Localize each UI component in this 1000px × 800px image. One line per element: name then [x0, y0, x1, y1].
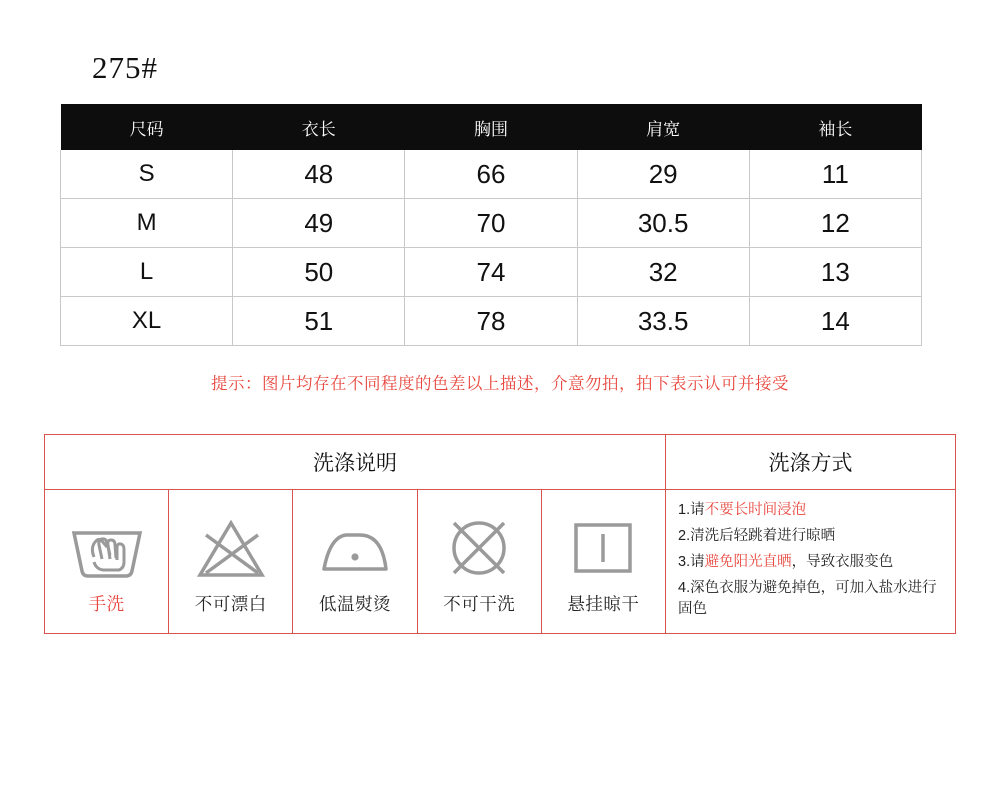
cell-size: M [61, 199, 233, 248]
cell-sleeve: 11 [749, 150, 921, 199]
cell-bust: 66 [405, 150, 577, 199]
size-table-header-row [61, 104, 922, 150]
wash-instructions-title: 洗涤说明 [45, 435, 666, 489]
column-header-sleeve: 袖长 [749, 104, 921, 150]
table-row [61, 199, 922, 248]
instruction-prefix: 3.请 [678, 554, 705, 571]
hand-wash-icon [68, 511, 146, 585]
wash-method-title: 洗涤方式 [768, 452, 853, 475]
cell-bust: 70 [405, 199, 577, 248]
table-row [61, 297, 922, 346]
wash-icon-cell-low-iron [293, 490, 417, 633]
instruction-line-1 [678, 500, 947, 521]
style-code: 275# [92, 50, 158, 85]
column-header-shoulder: 肩宽 [577, 104, 749, 150]
wash-icon-cell-hand-wash [45, 490, 169, 633]
table-row [61, 150, 922, 199]
wash-care-body [45, 490, 955, 633]
wash-icon-label: 不可漂白 [194, 594, 267, 614]
wash-care-panel [44, 434, 956, 634]
wash-icon-label: 不可干洗 [443, 594, 516, 614]
cell-length: 50 [233, 248, 405, 297]
wash-method-instructions [666, 490, 955, 633]
cell-sleeve: 12 [749, 199, 921, 248]
no-dry-clean-icon [440, 511, 518, 585]
table-row [61, 248, 922, 297]
cell-shoulder: 30.5 [577, 199, 749, 248]
cell-size: L [61, 248, 233, 297]
cell-shoulder: 32 [577, 248, 749, 297]
instruction-suffix: ，导致衣服变色 [791, 554, 894, 571]
column-header-length: 衣长 [233, 104, 405, 150]
size-table-head [61, 104, 922, 150]
instruction-highlight: 避免阳光直晒 [704, 554, 792, 571]
wash-icon-label: 悬挂晾干 [567, 594, 640, 614]
column-header-bust: 胸围 [405, 104, 577, 150]
no-bleach-icon [192, 511, 270, 585]
cell-bust: 78 [405, 297, 577, 346]
cell-bust: 74 [405, 248, 577, 297]
cell-size: S [61, 150, 233, 199]
cell-length: 48 [233, 150, 405, 199]
cell-shoulder: 29 [577, 150, 749, 199]
size-table [60, 104, 922, 346]
wash-icon-cell-no-dry-clean [418, 490, 542, 633]
instruction-prefix: 2.清洗后轻跳着进行晾晒 [678, 528, 836, 545]
instruction-prefix: 1.请 [678, 502, 705, 518]
cell-length: 51 [233, 297, 405, 346]
wash-icon-cell-hang-dry [542, 490, 665, 633]
instruction-highlight: 不要长时间浸泡 [704, 502, 807, 518]
instruction-prefix: 4.深色衣服为避免掉色，可加入盐水进行固色 [678, 580, 937, 618]
cell-shoulder: 33.5 [577, 297, 749, 346]
cell-sleeve: 14 [749, 297, 921, 346]
instruction-line-2 [678, 526, 947, 547]
wash-care-header [45, 435, 955, 490]
cell-length: 49 [233, 199, 405, 248]
instruction-line-3 [678, 552, 947, 573]
instruction-line-4 [678, 578, 947, 620]
hang-dry-icon [564, 511, 642, 585]
column-header-size: 尺码 [61, 104, 233, 150]
color-difference-notice: 提示：图片均存在不同程度的色差以上描述，介意勿拍，拍下表示认可并接受 [211, 375, 789, 393]
wash-icon-label: 低温熨烫 [319, 594, 391, 614]
wash-icon-label: 手洗 [88, 594, 125, 614]
size-table-body [61, 150, 922, 346]
cell-sleeve: 13 [749, 248, 921, 297]
low-iron-icon [316, 511, 394, 585]
cell-size: XL [61, 297, 233, 346]
wash-icon-cell-no-bleach [169, 490, 293, 633]
wash-icons-row [45, 490, 666, 633]
